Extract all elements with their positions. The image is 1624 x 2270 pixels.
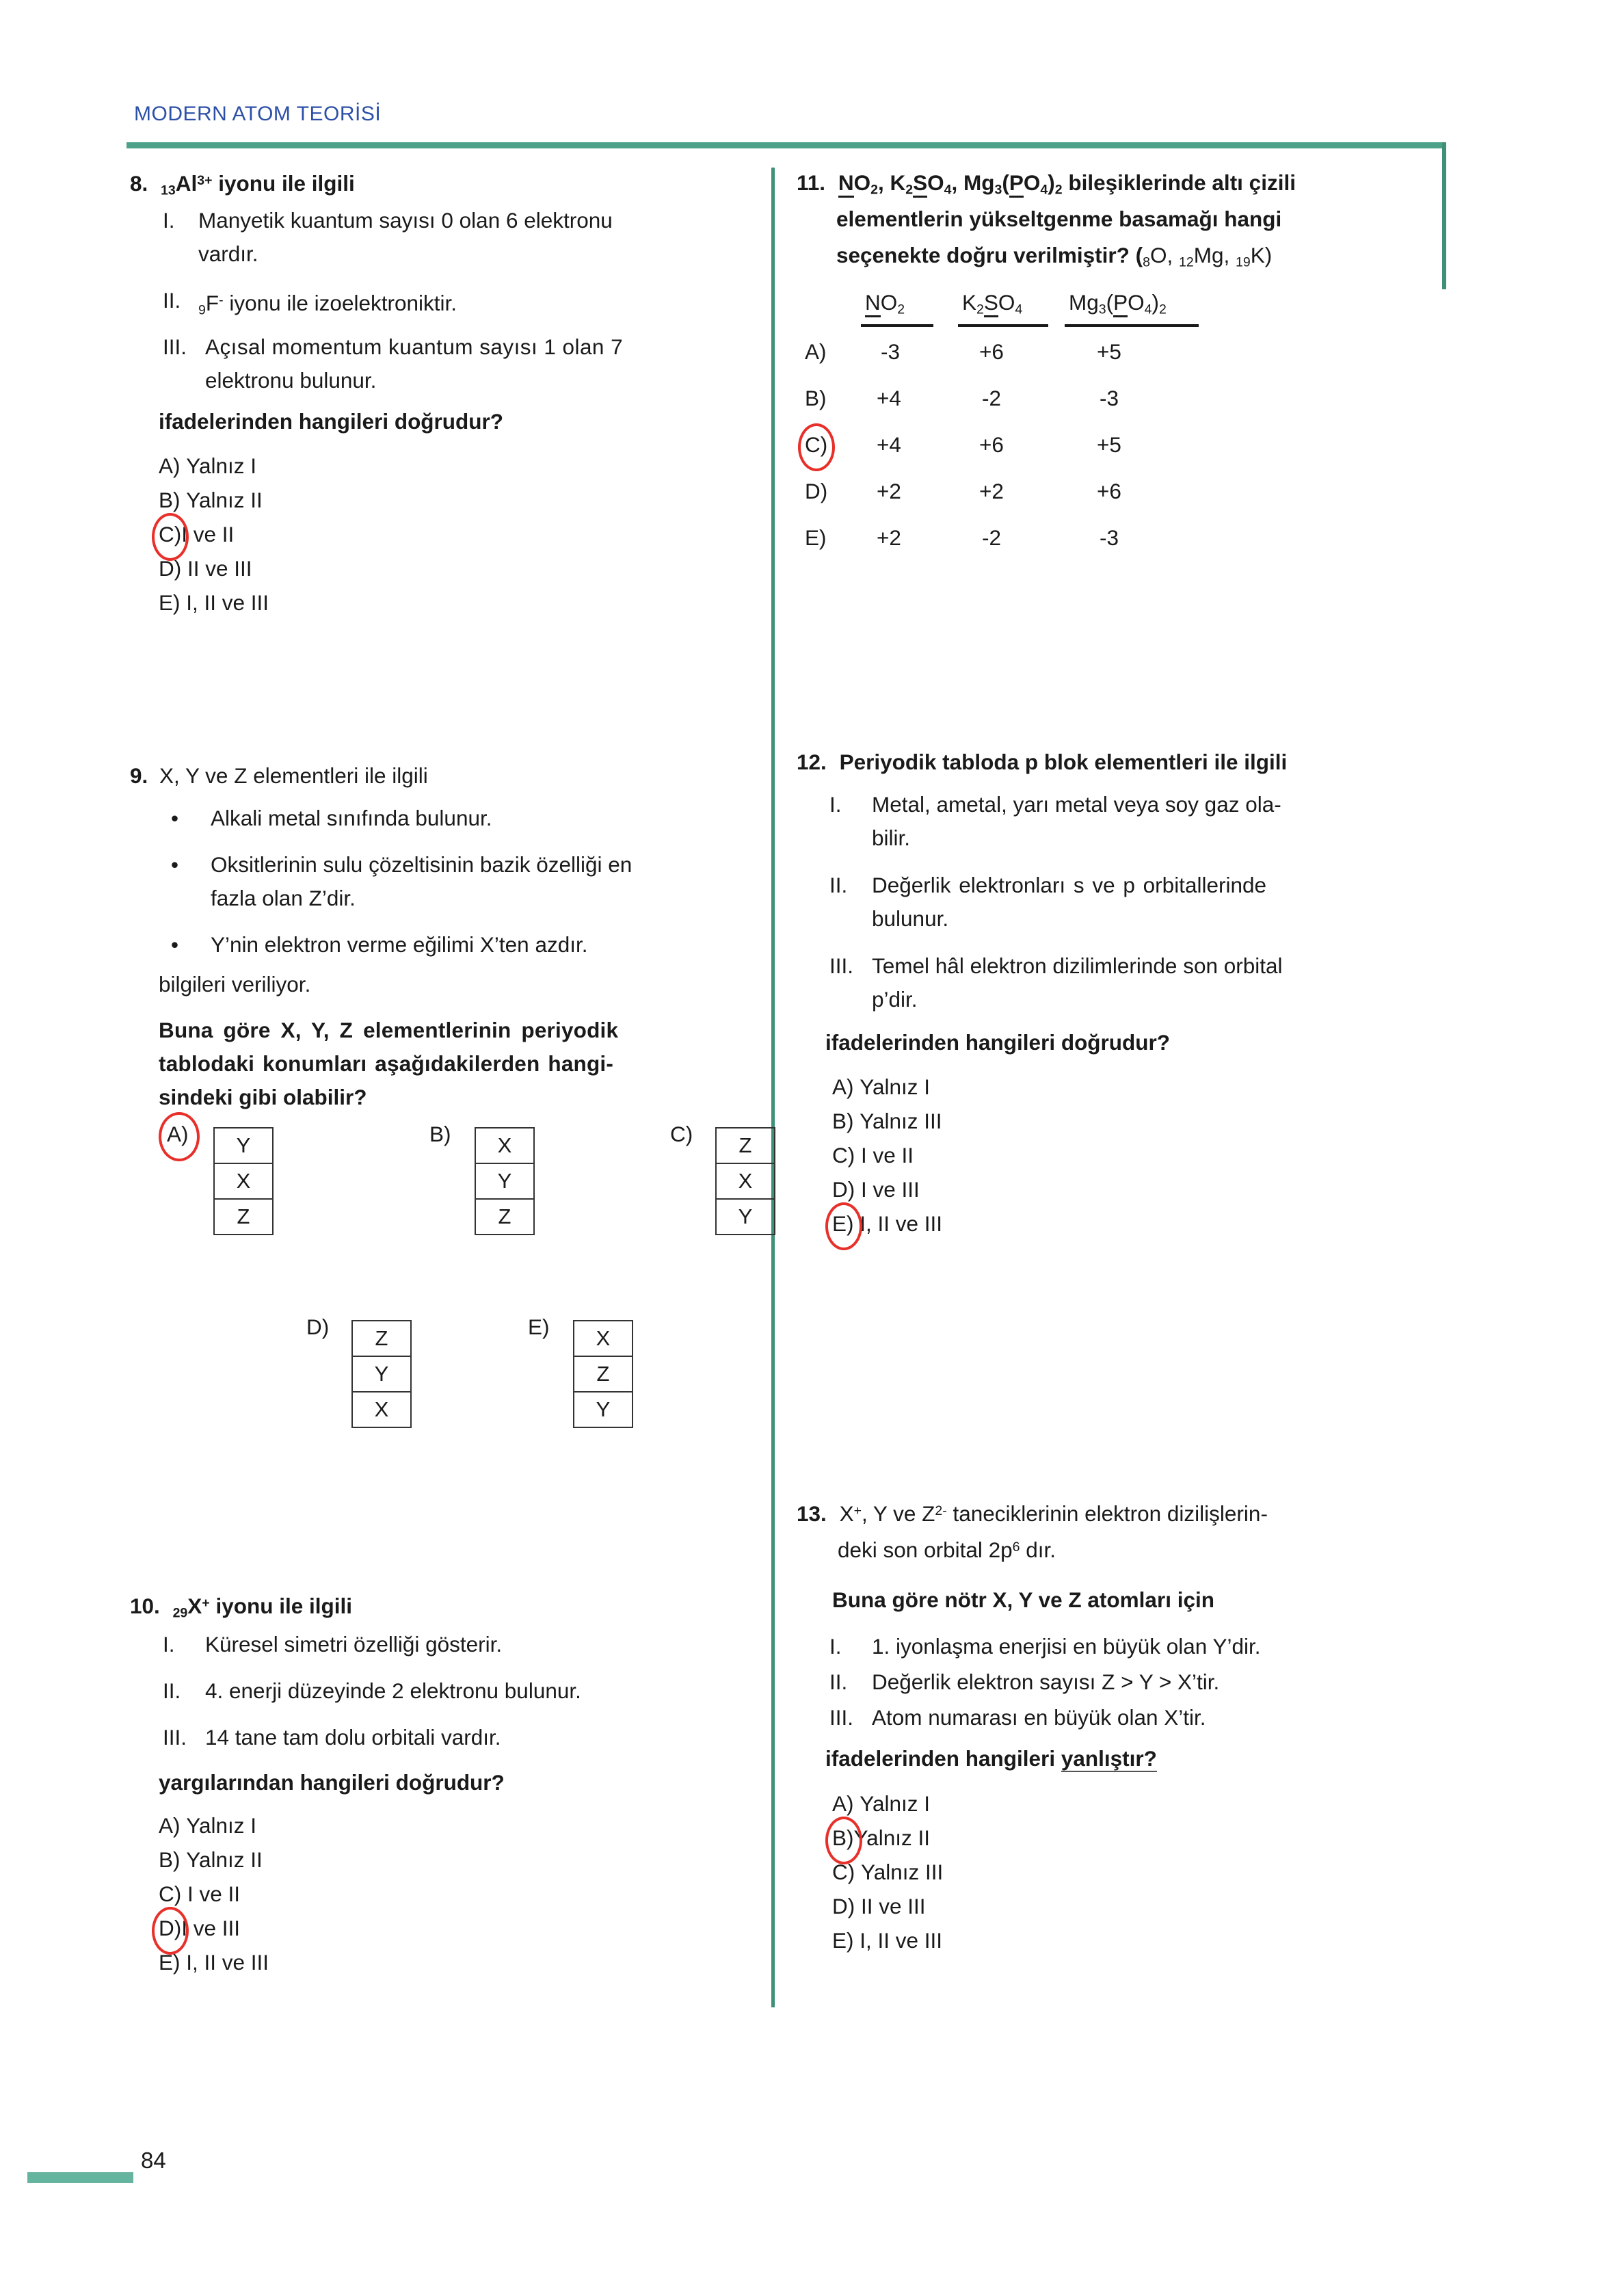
q11-stem-line2: elementlerin yükseltgenme basamağı hangi xyxy=(836,207,1282,231)
q11-row-d-key[interactable]: D) xyxy=(805,479,828,503)
q10-stem: 10. 29X+ iyonu ile ilgili xyxy=(130,1593,352,1621)
q9-option-c-key[interactable]: C) xyxy=(670,1122,693,1146)
q8-stem: 8. $13Al^{3+}$ iyonu ile ilgili xyxy=(130,170,355,198)
q8-item-1-label: I. xyxy=(163,208,175,233)
q8-option-d[interactable]: D) II ve III xyxy=(159,556,252,581)
q11-row-a-val-3: +5 xyxy=(1097,339,1121,364)
q9-b-cell-3: Z xyxy=(498,1204,511,1228)
q9-option-e-boxes xyxy=(573,1320,633,1428)
q12-item-3-line2: p’dir. xyxy=(872,987,918,1012)
q8-item-2-label: II. xyxy=(163,288,181,313)
q12-item-2-label: II. xyxy=(829,873,848,897)
q8-option-c[interactable]: C)I ve II xyxy=(159,522,235,546)
q9-e-cell-3: Y xyxy=(596,1397,611,1421)
q10-option-d[interactable]: D)I ve III xyxy=(159,1916,241,1940)
q9-b-cell-1: X xyxy=(476,1129,533,1164)
q13-item-3-text: Atom numarası en büyük olan X’tir. xyxy=(872,1705,1206,1730)
q9-b-cell-2: Y xyxy=(476,1164,533,1200)
q10-item-3-label: III. xyxy=(163,1725,187,1750)
column-divider xyxy=(771,168,775,2007)
q13-item-2-text: Değerlik elektron sayısı Z > Y > X’tir. xyxy=(872,1669,1220,1694)
q12-item-3-label: III. xyxy=(829,953,854,978)
q9-c-cell-3: Y xyxy=(738,1204,753,1228)
q11-row-d-val-2: +2 xyxy=(979,479,1004,503)
q11-col-header-3: $Mg_3(PO_4)_2$ xyxy=(1069,290,1167,317)
q8-item-3-line2: elektronu bulunur. xyxy=(205,368,377,393)
q11-row-a-key[interactable]: A) xyxy=(805,339,827,364)
q9-a-cell-3: Z xyxy=(237,1204,250,1228)
q8-option-b[interactable]: B) Yalnız II xyxy=(159,488,263,512)
q11-row-c-val-1: +4 xyxy=(877,432,901,457)
q11-col-header-1: $NO_2$ xyxy=(865,290,905,317)
q12-option-e[interactable]: E) I, II ve III xyxy=(832,1211,943,1236)
q13-option-b[interactable]: B)Yalnız II xyxy=(832,1825,930,1850)
q9-prompt-line1: Buna göre X, Y, Z elementlerinin periyodik xyxy=(159,1018,619,1042)
q12-prompt: ifadelerinden hangileri doğrudur? xyxy=(825,1030,1171,1055)
q10-item-3-text: 14 tane tam dolu orbitali vardır. xyxy=(205,1725,501,1750)
q11-row-a-val-2: +6 xyxy=(979,339,1004,364)
q10-option-c[interactable]: C) I ve II xyxy=(159,1882,241,1906)
footer-accent-rule xyxy=(27,2172,133,2183)
q9-bullet-3-marker: • xyxy=(171,932,179,957)
q12-item-2-line1: Değerlik elektronları s ve p orbitallerinde xyxy=(872,873,1267,897)
q11-row-d-val-3: +6 xyxy=(1097,479,1121,503)
q10-item-2-label: II. xyxy=(163,1678,181,1703)
q11-row-c-val-2: +6 xyxy=(979,432,1004,457)
q9-option-c-boxes xyxy=(715,1127,775,1235)
q12-item-3-line1: Temel hâl elektron dizilimlerinde son orbital xyxy=(872,953,1283,978)
q12-item-1-line1: Metal, ametal, yarı metal veya soy gaz ola- xyxy=(872,792,1281,817)
q13-option-e[interactable]: E) I, II ve III xyxy=(832,1928,943,1953)
q13-item-2-label: II. xyxy=(829,1669,848,1694)
q9-a-cell-1: Y xyxy=(215,1129,272,1164)
q9-e-cell-2: Z xyxy=(574,1357,632,1393)
q11-row-b-val-2: -2 xyxy=(981,386,1001,410)
q13-stem-line2: deki son orbital $2p^6$ dır. xyxy=(838,1537,1056,1562)
q9-c-cell-1: Z xyxy=(717,1129,774,1164)
q11-underline-s: S xyxy=(913,170,927,198)
page-title: MODERN ATOM TEORİSİ xyxy=(134,103,382,125)
q10-prompt: yargılarından hangileri doğrudur? xyxy=(159,1770,505,1795)
q9-bullet-2-marker: • xyxy=(171,852,179,877)
header-divider-rule xyxy=(127,142,1446,148)
q10-item-1-label: I. xyxy=(163,1632,175,1657)
q9-prompt-line2: tablodaki konumları aşağıdakilerden hangi- xyxy=(159,1051,614,1076)
q9-bullet-3-line1: Y’nin elektron verme eğilimi X’ten azdır. xyxy=(211,932,588,957)
q11-row-c-key[interactable]: C) xyxy=(805,432,828,457)
q8-item-3-label: III. xyxy=(163,334,187,359)
q11-row-e-val-3: -3 xyxy=(1099,525,1119,550)
q11-row-a-val-1: -3 xyxy=(880,339,900,364)
q12-option-a[interactable]: A) Yalnız I xyxy=(832,1074,930,1099)
q11-row-b-key[interactable]: B) xyxy=(805,386,827,410)
q8-option-a[interactable]: A) Yalnız I xyxy=(159,453,256,478)
q13-item-3-label: III. xyxy=(829,1705,854,1730)
q9-stem: 9. X, Y ve Z elementleri ile ilgili xyxy=(130,763,428,788)
q8-option-e[interactable]: E) I, II ve III xyxy=(159,590,269,615)
q11-row-b-val-3: -3 xyxy=(1099,386,1119,410)
q12-item-1-line2: bilir. xyxy=(872,826,911,850)
q9-option-d-key[interactable]: D) xyxy=(306,1315,330,1339)
q11-row-b-val-1: +4 xyxy=(877,386,901,410)
q13-stem-line1: 13. X+, Y ve $Z^{2-}$ taneciklerinin elektron dizilişlerin- xyxy=(797,1501,1268,1526)
q11-stem-line3: seçenekte doğru verilmiştir? (8O, 12Mg, 19K) xyxy=(836,243,1273,270)
q12-option-c[interactable]: C) I ve II xyxy=(832,1143,914,1167)
q8-item-2-text: 9F- iyonu ile izoelektroniktir. xyxy=(198,290,457,318)
q9-given-text: bilgileri veriliyor. xyxy=(159,972,311,997)
frame-right-edge xyxy=(1442,142,1446,289)
q9-bullet-1-marker: • xyxy=(171,806,179,830)
q11-col-rule-2 xyxy=(958,324,1048,327)
q13-option-a[interactable]: A) Yalnız I xyxy=(832,1791,930,1816)
q11-row-c-val-3: +5 xyxy=(1097,432,1121,457)
q9-prompt-line3: sindeki gibi olabilir? xyxy=(159,1085,367,1109)
q9-a-cell-2: X xyxy=(215,1164,272,1200)
q9-option-a-boxes xyxy=(213,1127,274,1235)
q9-d-cell-1: Z xyxy=(353,1321,410,1357)
q13-item-1-label: I. xyxy=(829,1634,842,1659)
q9-option-b-boxes xyxy=(475,1127,535,1235)
q8-item-1-line1: Manyetik kuantum sayısı 0 olan 6 elektronu xyxy=(198,208,613,233)
q13-option-c[interactable]: C) Yalnız III xyxy=(832,1860,944,1884)
q11-col-rule-3 xyxy=(1065,324,1199,327)
q12-option-d[interactable]: D) I ve III xyxy=(832,1177,920,1202)
q11-row-e-val-2: -2 xyxy=(981,525,1001,550)
q13-prompt: ifadelerinden hangileri yanlıştır? xyxy=(825,1746,1157,1771)
q9-d-cell-3: X xyxy=(374,1397,389,1421)
q12-option-b[interactable]: B) Yalnız III xyxy=(832,1109,942,1133)
q9-d-cell-2: Y xyxy=(353,1357,410,1393)
q8-item-3-line1: Açısal momentum kuantum sayısı 1 olan 7 xyxy=(205,334,624,359)
q8-item-1-line2: vardır. xyxy=(198,241,258,266)
q9-bullet-2-line2: fazla olan Z’dir. xyxy=(211,886,356,910)
q11-row-e-key[interactable]: E) xyxy=(805,525,827,550)
q13-item-1-text: 1. iyonlaşma enerjisi en büyük olan Y’dir. xyxy=(872,1634,1261,1659)
q11-underline-p: P xyxy=(1009,170,1024,198)
q10-option-b[interactable]: B) Yalnız II xyxy=(159,1847,263,1872)
q9-option-e-key[interactable]: E) xyxy=(528,1315,550,1339)
q9-option-b-key[interactable]: B) xyxy=(429,1122,451,1146)
q11-col-rule-1 xyxy=(861,324,933,327)
q11-stem-line1: 11. $NO_2$, $K_2SO_4$, $Mg_3(PO_4)_2$ bileşiklerinde altı çizili xyxy=(797,170,1296,198)
q10-item-1-text: Küresel simetri özelliği gösterir. xyxy=(205,1632,503,1657)
q12-item-2-line2: bulunur. xyxy=(872,906,949,931)
q11-underline-n: N xyxy=(838,170,854,198)
q10-option-a[interactable]: A) Yalnız I xyxy=(159,1813,256,1838)
q9-option-a-key[interactable]: A) xyxy=(167,1122,189,1146)
q11-col-header-2: $K_2SO_4$ xyxy=(962,290,1023,317)
q11-row-e-val-1: +2 xyxy=(877,525,901,550)
q13-option-d[interactable]: D) II ve III xyxy=(832,1894,926,1918)
q10-item-2-text: 4. enerji düzeyinde 2 elektronu bulunur. xyxy=(205,1678,581,1703)
q9-bullet-2-line1: Oksitlerinin sulu çözeltisinin bazik özelliği en xyxy=(211,852,633,877)
q9-bullet-1-line1: Alkali metal sınıfında bulunur. xyxy=(211,806,492,830)
q12-stem: 12. Periyodik tabloda p blok elementleri ile ilgili xyxy=(797,750,1288,774)
page-number: 84 xyxy=(141,2148,166,2173)
q12-item-1-label: I. xyxy=(829,792,842,817)
q9-c-cell-2: X xyxy=(717,1164,774,1200)
q13-prompt-top: Buna göre nötr X, Y ve Z atomları için xyxy=(832,1587,1214,1612)
q9-option-d-boxes xyxy=(351,1320,412,1428)
q10-option-e[interactable]: E) I, II ve III xyxy=(159,1950,269,1975)
q9-e-cell-1: X xyxy=(574,1321,632,1357)
q11-row-d-val-1: +2 xyxy=(877,479,901,503)
q8-prompt: ifadelerinden hangileri doğrudur? xyxy=(159,409,504,434)
